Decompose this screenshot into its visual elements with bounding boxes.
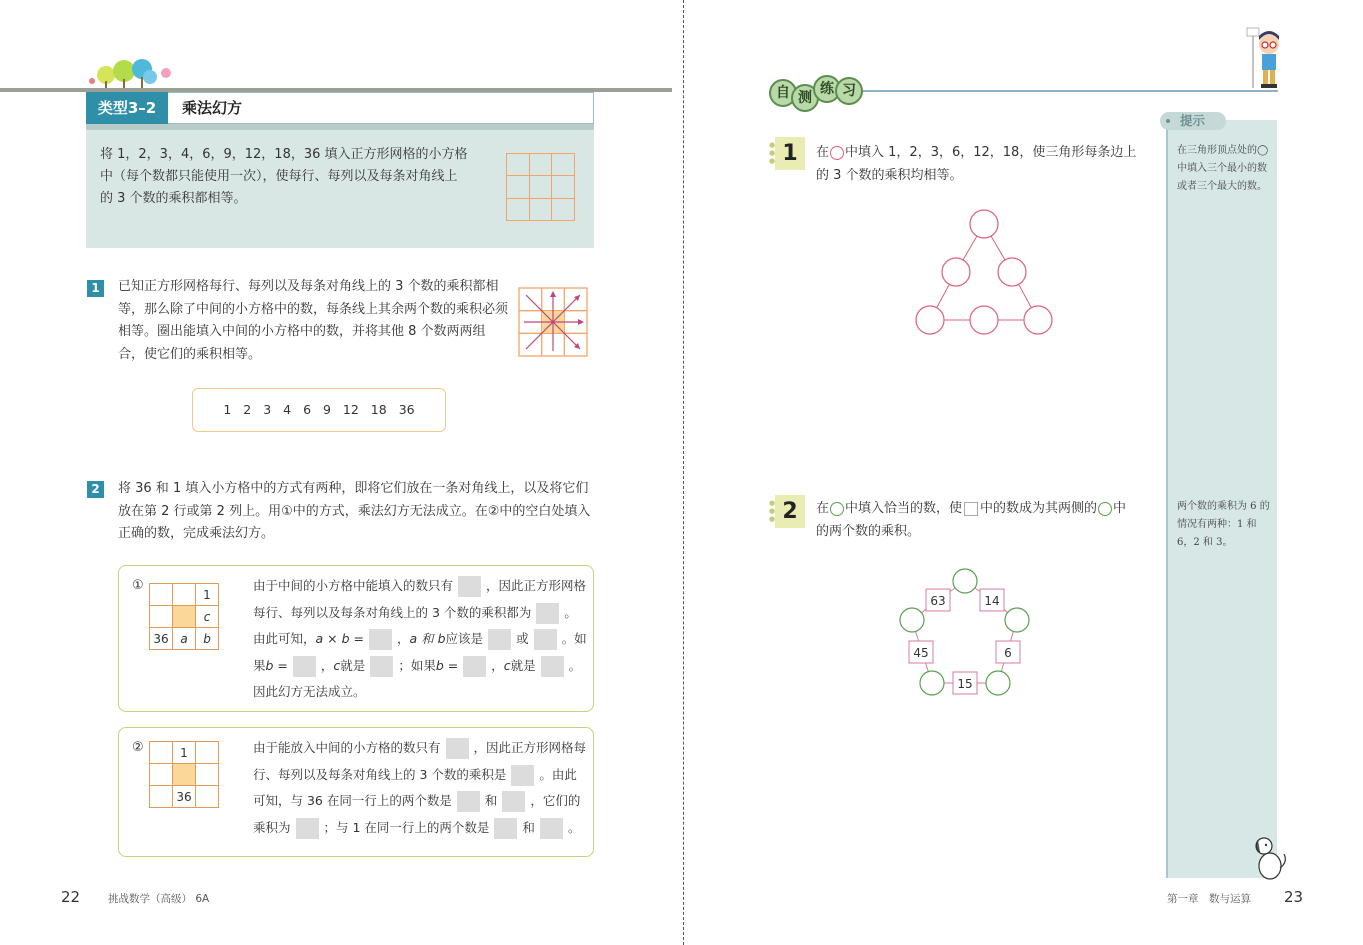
math-expression: b =: [435, 657, 459, 673]
grid-cell: c: [196, 606, 219, 628]
type-tab: 类型3–2: [86, 92, 168, 124]
text-span: 由于能放入中间的小方格的数只有: [253, 740, 441, 755]
section-title-char: 测: [791, 84, 819, 112]
grid-cell-center: [173, 764, 196, 786]
text-span: 中填入恰当的数，使: [845, 501, 963, 516]
text-span: 在: [816, 145, 830, 160]
text-span: 。: [567, 819, 581, 835]
text-span: 行、每列以及每条对角线上的 3 个数的乘积是: [253, 766, 507, 782]
answer-blank[interactable]: [296, 818, 319, 839]
answer-circle[interactable]: [998, 258, 1026, 286]
sub-question-1-text: [253, 573, 589, 706]
text-span: 应该是: [445, 631, 484, 646]
answer-circle[interactable]: [900, 608, 924, 632]
circle-symbol-icon: [830, 146, 844, 160]
text-span: 中: [1113, 501, 1127, 516]
text-span: 和: [522, 819, 535, 835]
dog-mascot-icon: [1250, 832, 1290, 882]
sub-question-1-grid: [149, 583, 219, 650]
section-title-char: 自: [769, 79, 797, 107]
answer-circle[interactable]: [1005, 608, 1029, 632]
square-value: 45: [913, 646, 929, 660]
text-span: 就是: [340, 657, 366, 673]
text-span: 乘积为: [253, 819, 291, 835]
hint-label: 提示: [1160, 112, 1226, 130]
math-expression: c: [333, 657, 341, 673]
boy-mascot-icon: [1245, 26, 1285, 90]
answer-blank[interactable]: [446, 738, 469, 759]
empty-magic-square: [506, 153, 575, 221]
book-title-footer: 挑战数学（高级） 6A: [108, 893, 210, 905]
square-value: 63: [930, 594, 946, 608]
section-title-char: 习: [835, 77, 863, 105]
grid-cell-center: [173, 606, 196, 628]
answer-blank[interactable]: [369, 629, 392, 650]
circle-symbol-icon: [830, 502, 844, 516]
text-span: 由此可知，: [253, 631, 316, 646]
question-2-badge: 2: [87, 481, 104, 498]
answer-circle[interactable]: [986, 671, 1010, 695]
answer-circle[interactable]: [942, 258, 970, 286]
practice-2-text: [816, 498, 1156, 543]
sub-question-2-grid: [149, 741, 219, 808]
grid-cell: [196, 742, 219, 764]
math-expression: a × b =: [315, 631, 364, 646]
math-expression: b =: [265, 657, 288, 673]
text-span: ，因此正方形网格每: [473, 740, 587, 755]
square-value: 15: [957, 677, 973, 691]
text-span: 果: [253, 657, 266, 673]
text-span: 可知，与 36 在同一行上的两个数是: [253, 793, 452, 808]
question-1-badge: 1: [87, 280, 104, 297]
section-title-char: 练: [813, 75, 841, 103]
text-span: ，因此正方形网格: [486, 578, 587, 593]
grid-cell: [150, 742, 173, 764]
answer-blank[interactable]: [494, 818, 517, 839]
text-line: 因此幻方无法成立。: [253, 684, 366, 699]
answer-blank[interactable]: [502, 791, 525, 812]
grid-cell: 1: [196, 584, 219, 606]
page-number-left: 22: [61, 888, 81, 906]
text-span: 。由此: [539, 766, 577, 782]
practice-1-number: 1: [775, 137, 805, 170]
text-span: 每行、每列以及每条对角线上的 3 个数的乘积都为: [253, 604, 532, 620]
header-rule-right: [860, 90, 1278, 92]
text-span: ，: [396, 631, 410, 646]
answer-blank[interactable]: [488, 629, 511, 650]
page-fold-line: [683, 0, 684, 945]
text-span: 就是: [510, 657, 536, 673]
grid-cell: 36: [173, 786, 196, 808]
square-value: 6: [1004, 646, 1012, 660]
math-expression: a 和 b: [409, 631, 446, 646]
text-span: ，: [320, 657, 334, 673]
answer-circle[interactable]: [970, 210, 998, 238]
text-span: 和: [484, 793, 498, 808]
sub-question-2-text: [253, 735, 589, 841]
hint-text-1: 在三角形顶点处的◯中填入三个最小的数或者三个最大的数。: [1177, 145, 1269, 192]
question-1-text: 已知正方形网格每行、每列以及每条对角线上的 3 个数的乘积都相等，那么除了中间的小方格中的数，每条线上其余两个数的乘积必须相等。圈出能填入中间的小方格中的数，并将其他 8 个数两两组合，使它们的乘积相等。: [118, 279, 509, 362]
triangle-circles-figure: [910, 205, 1060, 340]
text-span: 的 3 个数的乘积均相等。: [816, 167, 963, 183]
answer-circle[interactable]: [953, 569, 977, 593]
answer-blank[interactable]: [536, 603, 559, 624]
math-expression: c: [503, 657, 511, 673]
answer-blank[interactable]: [293, 656, 316, 677]
number-list-box: 1 2 3 4 6 9 12 18 36: [192, 388, 446, 432]
text-span: 在: [816, 501, 830, 516]
answer-blank[interactable]: [541, 656, 564, 677]
type-title: 乘法幻方: [168, 92, 594, 124]
answer-circle[interactable]: [916, 306, 944, 334]
sub-question-1-label: ①: [132, 578, 144, 593]
answer-blank[interactable]: [540, 818, 563, 839]
hint-text-2: 两个数的乘积为 6 的情况有两种：1 和 6，2 和 3。: [1177, 501, 1270, 548]
answer-circle[interactable]: [1024, 306, 1052, 334]
grid-cell: [173, 584, 196, 606]
grid-cell: [196, 764, 219, 786]
text-span: ，它们的: [530, 793, 581, 808]
question-2-text: 将 36 和 1 填入小方格中的方式有两种，即将它们放在一条对角线上，以及将它们放在第 2 行或第 2 列上。用①中的方式，乘法幻方无法成立。在②中的空白处填入正确的数，完成乘法幻方。: [118, 481, 591, 541]
chapter-footer: 第一章 数与运算: [1167, 893, 1251, 905]
practice-1-text: [816, 142, 1156, 187]
answer-blank[interactable]: [458, 576, 481, 597]
page-number-right: 23: [1284, 888, 1304, 906]
answer-circle[interactable]: [970, 306, 998, 334]
answer-blank[interactable]: [463, 656, 486, 677]
answer-blank[interactable]: [457, 791, 480, 812]
square-symbol-icon: [964, 502, 978, 516]
text-span: 中填入 1，2，3，6，12，18，使三角形每条边上: [845, 145, 1137, 160]
text-span: 。: [564, 604, 577, 620]
grid-cell: [150, 786, 173, 808]
text-span: 的两个数的乘积。: [816, 523, 921, 539]
text-span: ，: [491, 657, 504, 673]
text-span: 或: [516, 631, 529, 646]
circle-symbol-icon: [1098, 502, 1112, 516]
magic-square-lines-figure: [518, 287, 588, 357]
text-span: 中的数成为其两侧的: [980, 501, 1098, 516]
pentagon-figure: [895, 565, 1040, 700]
grid-cell: 36: [150, 628, 173, 650]
practice-2-number: 2: [775, 495, 805, 528]
text-span: 由于中间的小方格中能填入的数只有: [253, 578, 454, 593]
text-span: 。: [568, 657, 582, 673]
intro-text: 将 1，2，3，4，6，9，12，18，36 填入正方形网格的小方格中（每个数都只能使用一次），使每行、每列以及每条对角线上的 3 个数的乘积都相等。: [100, 147, 468, 206]
square-value: 14: [984, 594, 1000, 608]
grid-cell: [150, 606, 173, 628]
grid-cell: [150, 584, 173, 606]
text-span: 。如: [561, 631, 587, 646]
grid-cell: [150, 764, 173, 786]
sub-question-2-label: ②: [132, 740, 144, 755]
answer-blank[interactable]: [370, 656, 393, 677]
decorative-dots: ● ● ●: [769, 499, 776, 523]
answer-blank[interactable]: [534, 629, 557, 650]
answer-circle[interactable]: [920, 671, 944, 695]
text-span: ；与 1 在同一行上的两个数是: [323, 819, 490, 835]
text-span: ；如果: [398, 657, 436, 673]
decorative-dots: ● ● ●: [769, 141, 776, 165]
grid-cell: 1: [173, 742, 196, 764]
grid-cell: b: [196, 628, 219, 650]
answer-blank[interactable]: [511, 765, 534, 786]
grid-cell: a: [173, 628, 196, 650]
grid-cell: [196, 786, 219, 808]
hint-bullet-icon: [1166, 119, 1170, 123]
